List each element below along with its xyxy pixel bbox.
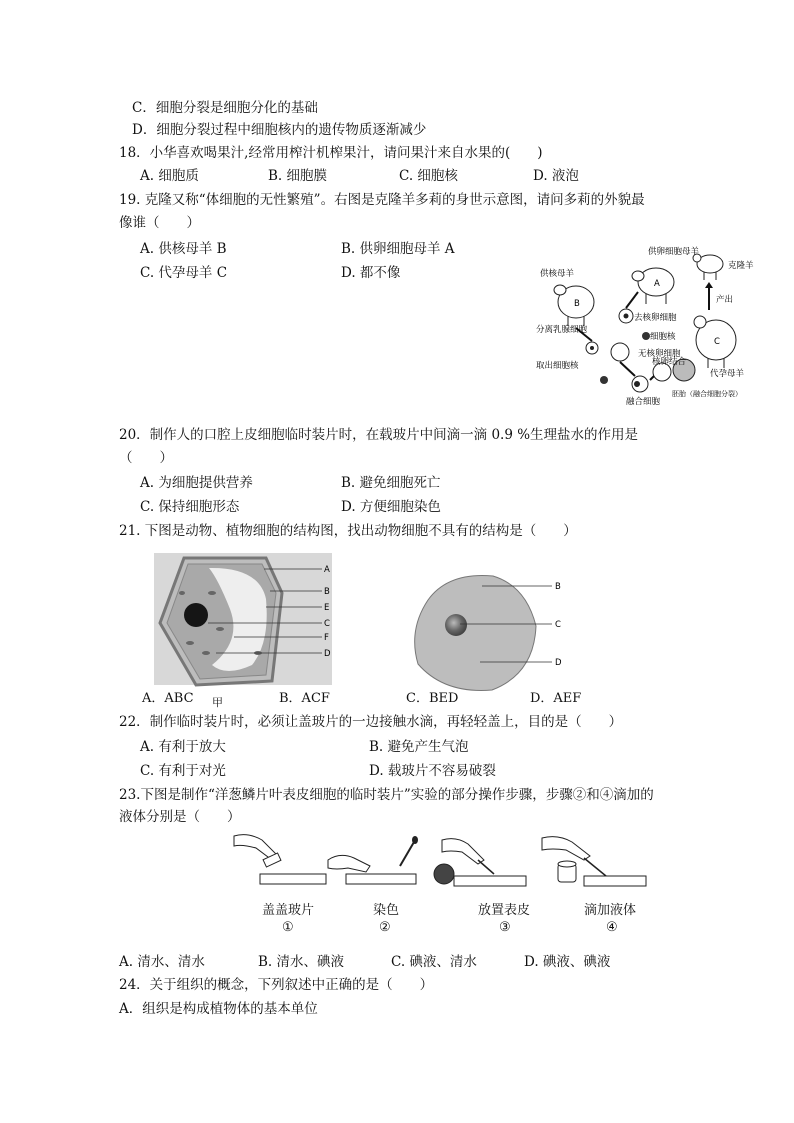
plant-cell-caption: 甲 (212, 696, 223, 709)
q22-option-a: A. 有利于放大 (140, 739, 226, 755)
q23-option-b: B. 清水、碘液 (258, 954, 345, 970)
plant-label-a: A (324, 565, 330, 575)
animal-cell-diagram (408, 570, 578, 700)
clone-sheep-illustration (693, 254, 723, 280)
q19-stem-line2: 像谁（ ） (119, 215, 200, 231)
animal-label-d: D (555, 658, 562, 668)
q20-option-a: A. 为细胞提供营养 (140, 475, 253, 491)
plant-label-b: B (324, 587, 330, 597)
procedure-steps-figure (228, 830, 648, 892)
q18-stem: 18．小华喜欢喝果汁,经常用榨汁机榨果汁，请问果汁来自水果的( ) (119, 145, 543, 161)
q19-option-d: D. 都不像 (341, 265, 401, 281)
q21-option-c: C．BED (406, 691, 459, 706)
q22-option-d: D. 载玻片不容易破裂 (369, 763, 496, 779)
label-sheep-a: A (654, 279, 660, 289)
q19-option-b: B. 供卵细胞母羊 A (341, 241, 455, 257)
q17-option-c: C．细胞分裂是细胞分化的基础 (132, 100, 318, 116)
q20-stem-line2: （ ） (119, 450, 173, 466)
step3-number: ③ (499, 920, 511, 935)
label-provider-nucleus: 供核母羊 (540, 269, 575, 279)
label-sheep-c: C (714, 337, 720, 347)
label-fused: 融合细胞 (626, 397, 661, 407)
q22-option-b: B. 避免产生气泡 (369, 739, 469, 755)
step3-illustration (434, 839, 526, 886)
plant-cell-diagram (154, 553, 344, 693)
step2-label: 染色 (373, 903, 400, 918)
label-embryo: 胚胎（融合细胞分裂） (672, 390, 742, 398)
plant-label-d: D (324, 649, 331, 659)
step4-illustration (542, 837, 646, 886)
q24-stem: 24．关于组织的概念，下列叙述中正确的是（ ） (119, 977, 434, 993)
step4-number: ④ (606, 920, 618, 935)
label-udder-cell: 分离乳腺细胞 (536, 325, 588, 335)
q19-option-a: A. 供核母羊 B (140, 241, 227, 257)
q18-option-d: D. 液泡 (533, 168, 579, 184)
q21-option-b: B．ACF (279, 691, 330, 706)
q20-option-c: C. 保持细胞形态 (140, 499, 240, 515)
animal-label-b: B (555, 582, 561, 592)
q17-option-d: D．细胞分裂过程中细胞核内的遗传物质逐渐减少 (132, 122, 427, 138)
label-cell-nucleus: 细胞核 (650, 332, 676, 342)
label-sheep-b: B (574, 299, 580, 309)
q18-option-a: A. 细胞质 (140, 168, 199, 184)
step1-illustration (234, 835, 326, 884)
label-take-nucleus: 取出细胞核 (536, 361, 579, 371)
label-fuse: 核卵结合 (652, 357, 687, 367)
q22-stem: 22．制作临时装片时，必须让盖玻片的一边接触水滴，再轻轻盖上，目的是（ ） (119, 714, 623, 730)
q18-option-c: C. 细胞核 (399, 168, 458, 184)
label-surrogate: 代孕母羊 (710, 369, 745, 379)
step2-illustration (328, 836, 418, 884)
q23-stem-line1: 23.下图是制作“洋葱鳞片叶表皮细胞的临时装片”实验的部分操作步骤，步骤②和④滴加的 (119, 787, 654, 803)
q21-option-a: A．ABC (142, 691, 194, 706)
plant-label-c: C (324, 619, 330, 629)
sheep-a-illustration (632, 268, 674, 304)
step3-label: 放置表皮 (478, 903, 531, 918)
animal-label-c: C (555, 620, 561, 630)
q20-option-b: B. 避免细胞死亡 (341, 475, 441, 491)
q19-stem-line1: 19. 克隆又称“体细胞的无性繁殖”。右图是克隆羊多莉的身世示意图，请问多莉的外貌最 (119, 192, 645, 208)
plant-label-f: F (324, 633, 329, 643)
step2-number: ② (379, 920, 391, 935)
step1-label: 盖盖玻片 (262, 903, 315, 918)
label-birth: 产出 (716, 295, 734, 305)
step1-number: ① (282, 920, 294, 935)
q20-stem-line1: 20．制作人的口腔上皮细胞临时装片时，在载玻片中间滴一滴 0.9 %生理盐水的作用是 (119, 427, 639, 443)
q21-option-d: D．AEF (530, 691, 582, 706)
label-clone: 克隆羊 (728, 261, 754, 271)
q23-stem-line2: 液体分别是（ ） (119, 809, 241, 825)
label-provider-egg: 供卵细胞母羊 (648, 247, 700, 257)
q21-stem: 21. 下图是动物、植物细胞的结构图，找出动物细胞不具有的结构是（ ） (119, 523, 577, 539)
step4-label: 滴加液体 (584, 903, 637, 918)
label-unfertilized: 去核卵细胞 (634, 313, 677, 323)
q19-option-c: C. 代孕母羊 C (140, 265, 228, 281)
q18-option-b: B. 细胞膜 (268, 168, 328, 184)
q23-option-a: A. 清水、清水 (119, 954, 205, 970)
clone-sheep-diagram (534, 240, 754, 410)
label-no-nucleus: 无核卵细胞 (638, 349, 681, 359)
q20-option-d: D. 方便细胞染色 (341, 499, 441, 515)
q23-option-c: C. 碘液、清水 (391, 954, 477, 970)
plant-label-e: E (324, 603, 330, 613)
q23-option-d: D. 碘液、碘液 (524, 954, 611, 970)
q24-option-a: A．组织是构成植物体的基本单位 (119, 1001, 318, 1017)
q22-option-c: C. 有利于对光 (140, 763, 226, 779)
